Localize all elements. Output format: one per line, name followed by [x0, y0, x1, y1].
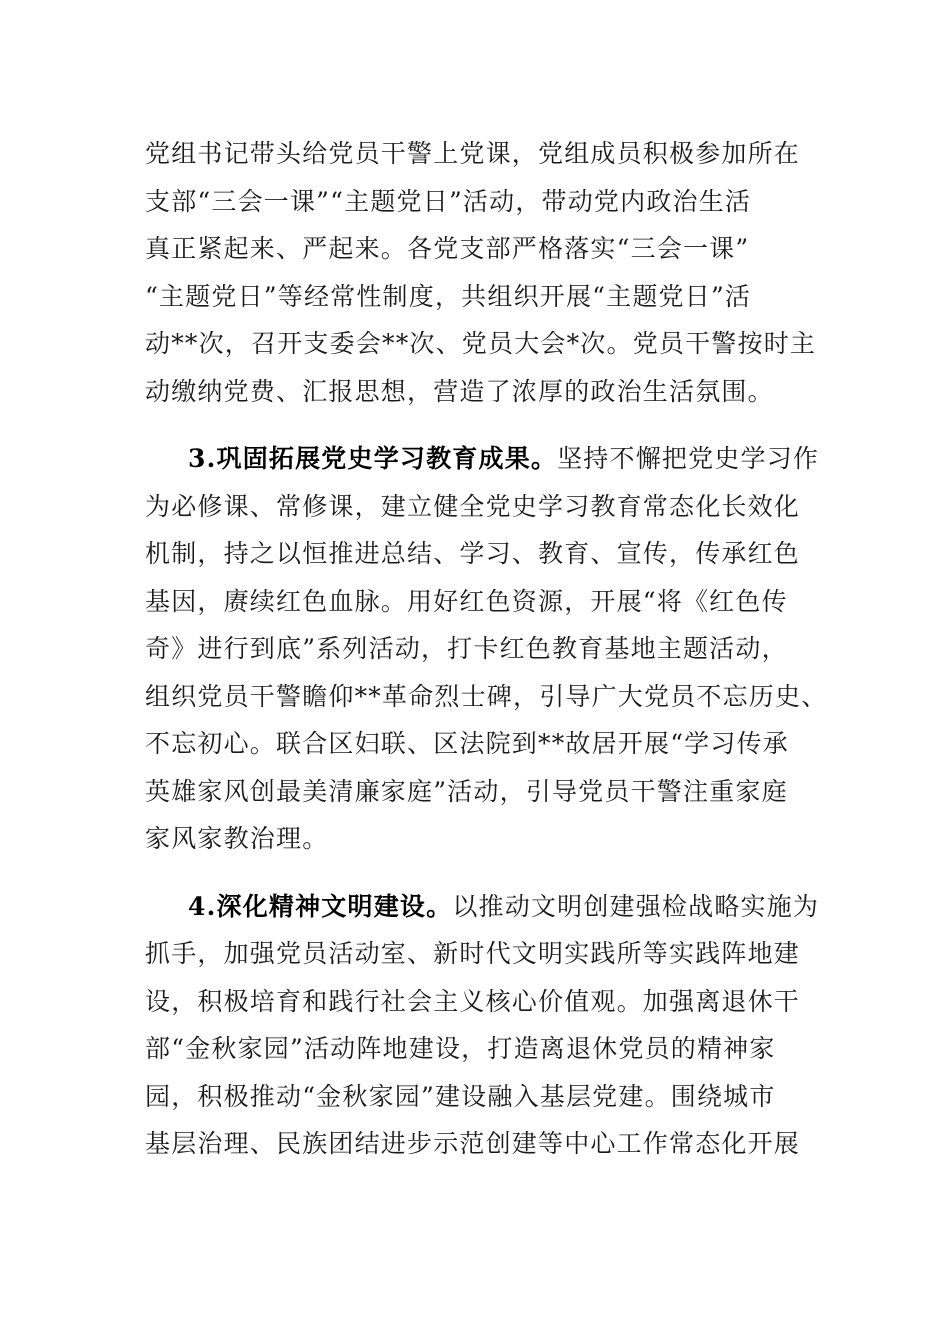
paragraph-first-line	[145, 883, 820, 931]
paragraph-line: 部“金秋家园”活动阵地建设，打造离退休党员的精神家	[145, 1034, 776, 1063]
paragraph-line: 动**次，召开支委会**次、党员大会*次。党员干警按时主	[145, 329, 817, 358]
paragraph-line: 不忘初心。联合区妇联、区法院到**故居开展“学习传承	[145, 729, 789, 758]
paragraph-line: 动缴纳党费、汇报思想，营造了浓厚的政治生活氛围。	[145, 376, 774, 406]
paragraph-line: 基层治理、民族团结进步示范创建等中心工作常态化开展	[145, 1129, 801, 1158]
paragraph-line: 支部“三会一课”“主题党日”活动，带动党内政治生活	[145, 186, 752, 216]
paragraph-line: 英雄家风创最美清廉家庭”活动，引导党员干警注重家庭	[145, 776, 788, 806]
paragraph-first-line	[145, 435, 820, 483]
paragraph-line: “主题党日”等经常性制度，共组织开展“主题党日”活	[145, 281, 752, 311]
paragraph-line: 机制，持之以恒推进总结、学习、教育、宣传，传承红色	[145, 539, 801, 568]
paragraph-line: 为必修课、常修课，建立健全党史学习教育常态化长效化	[145, 491, 801, 521]
section-heading-3: 3.巩固拓展党史学习教育成果。	[188, 444, 558, 473]
paragraph-line: 组织党员干警瞻仰**革命烈士碑，引导广大党员不忘历史、	[145, 681, 828, 711]
paragraph-text: 以推动文明创建强检战略实施为	[452, 891, 820, 921]
paragraph-party-life	[145, 130, 817, 415]
paragraph-line: 家风家教治理。	[145, 824, 329, 853]
paragraph-line: 基因，赓续红色血脉。用好红色资源，开展“将《红色传	[145, 586, 788, 616]
paragraph-line: 奇》进行到底”系列活动，打卡红色教育基地主题活动，	[145, 634, 788, 663]
paragraph-party-history	[145, 435, 828, 863]
section-heading-4: 4.深化精神文明建设。	[188, 891, 453, 921]
paragraph-line: 党组书记带头给党员干警上党课，党组成员积极参加所在	[145, 139, 801, 168]
paragraph-gap	[145, 863, 807, 883]
paragraph-text: 坚持不懈把党史学习作	[557, 444, 820, 473]
paragraph-line: 真正紧起来、严起来。各党支部严格落实“三会一课”	[145, 234, 750, 263]
paragraph-line: 园，积极推动“金秋家园”建设融入基层党建。围绕城市	[145, 1081, 776, 1111]
document-body	[145, 130, 828, 1168]
paragraph-line: 设，积极培育和践行社会主义核心价值观。加强离退休干	[145, 986, 801, 1016]
paragraph-line: 抓手，加强党员活动室、新时代文明实践所等实践阵地建	[145, 939, 801, 968]
paragraph-civilization	[145, 883, 820, 1168]
paragraph-gap	[145, 415, 807, 435]
